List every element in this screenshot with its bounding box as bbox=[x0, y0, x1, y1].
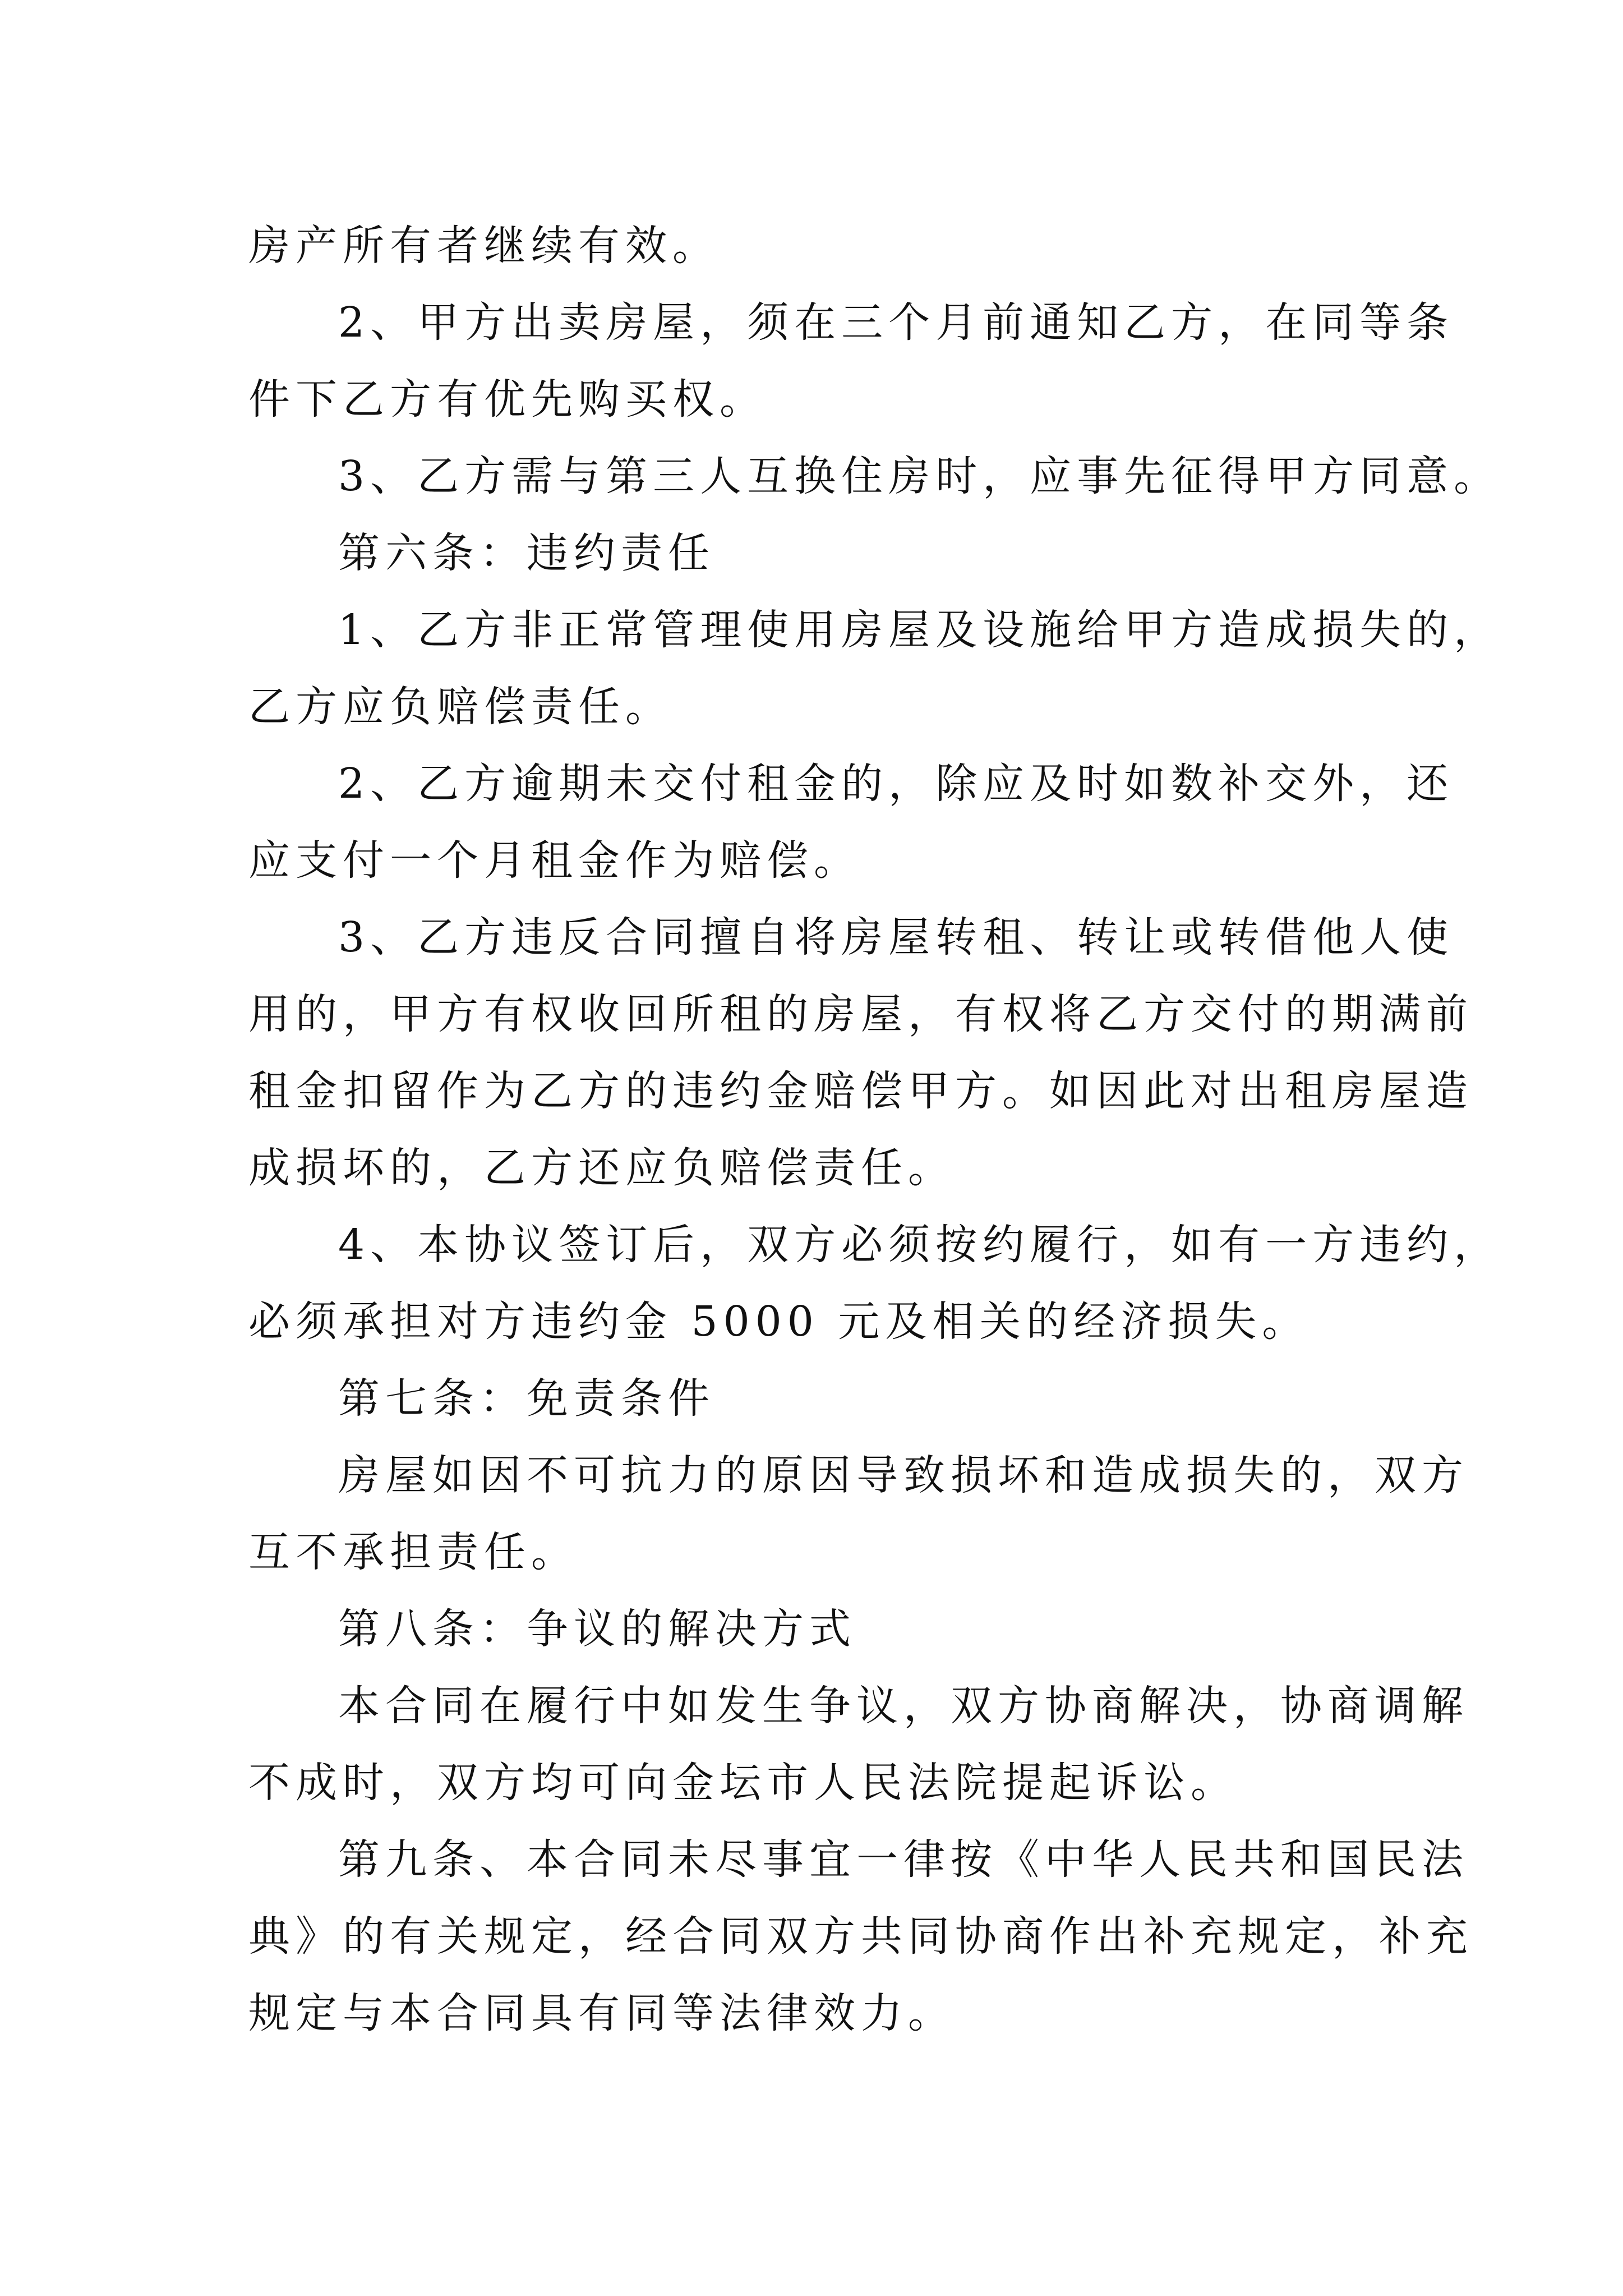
text-line: 典》的有关规定，经合同双方共同协商作出补充规定，补充 bbox=[248, 1912, 1473, 1961]
text-line: 件下乙方有优先购买权。 bbox=[248, 375, 767, 424]
text-line: 规定与本合同具有同等法律效力。 bbox=[248, 1989, 955, 2037]
text-line: 房屋如因不可抗力的原因导致损坏和造成损失的，双方 bbox=[338, 1451, 1469, 1499]
text-line: 第九条、本合同未尽事宜一律按《中华人民共和国民法 bbox=[338, 1835, 1469, 1884]
text-line: 4、本协议签订后，双方必须按约履行，如有一方违约， bbox=[338, 1221, 1501, 1269]
section-heading: 第七条：免责条件 bbox=[338, 1374, 715, 1423]
text-line: 成损坏的，乙方还应负赔偿责任。 bbox=[248, 1144, 955, 1192]
text-line: 租金扣留作为乙方的违约金赔偿甲方。如因此对出租房屋造 bbox=[248, 1067, 1473, 1115]
text-line: 乙方应负赔偿责任。 bbox=[248, 683, 672, 731]
section-heading: 第八条：争议的解决方式 bbox=[338, 1605, 856, 1653]
text-line: 不成时，双方均可向金坛市人民法院提起诉讼。 bbox=[248, 1759, 1238, 1807]
text-line: 3、乙方违反合同擅自将房屋转租、转让或转借他人使 bbox=[338, 913, 1454, 961]
text-line: 应支付一个月租金作为赔偿。 bbox=[248, 836, 861, 885]
text-line: 房产所有者继续有效。 bbox=[248, 222, 720, 270]
section-heading: 第六条：违约责任 bbox=[338, 529, 715, 577]
text-line: 3、乙方需与第三人互换住房时，应事先征得甲方同意。 bbox=[338, 452, 1501, 500]
text-line: 2、甲方出卖房屋，须在三个月前通知乙方，在同等条 bbox=[338, 298, 1454, 347]
text-line: 互不承担责任。 bbox=[248, 1528, 578, 1576]
text-line: 本合同在履行中如发生争议，双方协商解决，协商调解 bbox=[338, 1682, 1469, 1730]
text-line: 2、乙方逾期未交付租金的，除应及时如数补交外，还 bbox=[338, 760, 1454, 808]
document-body bbox=[248, 208, 1501, 2052]
text-line: 1、乙方非正常管理使用房屋及设施给甲方造成损失的， bbox=[338, 606, 1501, 654]
text-line: 用的，甲方有权收回所租的房屋，有权将乙方交付的期满前 bbox=[248, 990, 1473, 1038]
text-line: 必须承担对方违约金 5000 元及相关的经济损失。 bbox=[248, 1297, 1310, 1346]
